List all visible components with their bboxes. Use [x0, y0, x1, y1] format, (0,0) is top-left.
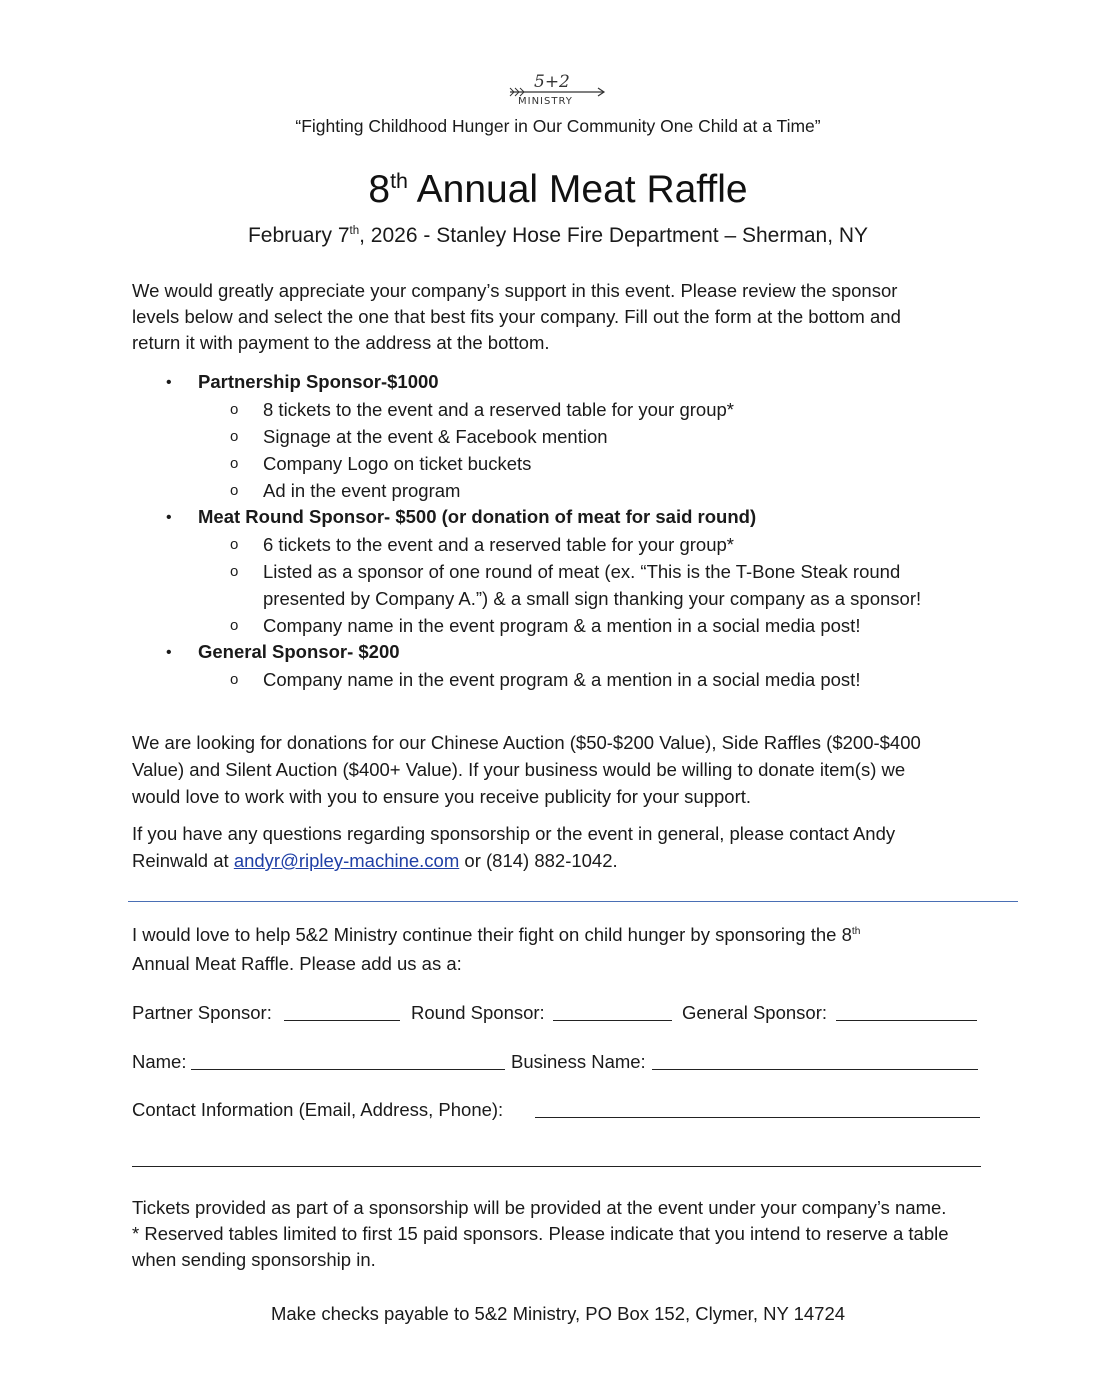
business-name-field[interactable]	[652, 1069, 978, 1070]
level-item: Company name in the event program & a mention in a social media post!	[263, 615, 861, 636]
circle-bullet-icon: o	[230, 455, 239, 472]
level-item: Signage at the event & Facebook mention	[263, 426, 608, 447]
donations-line-3: would love to work with you to ensure you receive publicity for your support.	[132, 786, 752, 807]
level-item: 8 tickets to the event and a reserved table for your group*	[263, 399, 735, 420]
round-sponsor-label: Round Sponsor:	[411, 1002, 545, 1023]
payment-footer: Make checks payable to 5&2 Ministry, PO Box 152, Clymer, NY 14724	[270, 1303, 846, 1324]
sponsor-level-general: General Sponsor- $200	[198, 641, 400, 662]
partner-sponsor-label: Partner Sponsor:	[132, 1002, 272, 1023]
notes-line-2: * Reserved tables limited to first 15 paid sponsors. Please indicate that you intend to reserve a table	[132, 1223, 949, 1244]
level-item: 6 tickets to the event and a reserved table for your group*	[263, 534, 735, 555]
circle-bullet-icon: o	[230, 401, 239, 418]
circle-bullet-icon: o	[230, 563, 239, 580]
level-item: Company Logo on ticket buckets	[263, 453, 532, 474]
circle-bullet-icon: o	[230, 617, 239, 634]
circle-bullet-icon: o	[230, 428, 239, 445]
ministry-logo	[508, 72, 612, 112]
intro-line-3: return it with payment to the address at the bottom.	[132, 332, 550, 353]
intro-line-2: levels below and select the one that best fits your company. Fill out the form at the bottom and	[132, 306, 901, 327]
circle-bullet-icon: o	[230, 671, 239, 688]
general-sponsor-label: General Sponsor:	[682, 1002, 828, 1023]
name-field[interactable]	[191, 1069, 505, 1070]
contact-info-field-line-2[interactable]	[132, 1166, 981, 1167]
sponsor-level-partnership: Partnership Sponsor-$1000	[198, 371, 439, 392]
form-intro-line-2: Annual Meat Raffle. Please add us as a:	[132, 953, 462, 974]
level-item-continued: presented by Company A.”) & a small sign thanking your company as a sponsor!	[263, 588, 922, 609]
circle-bullet-icon: o	[230, 536, 239, 553]
bullet-icon: •	[166, 374, 172, 391]
level-item: Ad in the event program	[263, 480, 461, 501]
logo-mark: 5+2	[534, 72, 570, 92]
donations-line-2: Value) and Silent Auction ($400+ Value). If your business would be willing to donate item(s) we	[132, 759, 906, 780]
sponsor-level-meat-round: Meat Round Sponsor- $500 (or donation of meat for said round)	[198, 506, 757, 527]
bullet-icon: •	[166, 509, 172, 526]
circle-bullet-icon: o	[230, 482, 239, 499]
notes-line-1: Tickets provided as part of a sponsorship will be provided at the event under your company’s name.	[132, 1197, 947, 1218]
page-title: 8th Annual Meat Raffle	[368, 168, 748, 211]
donations-line-1: We are looking for donations for our Chinese Auction ($50-$200 Value), Side Raffles ($200-$400	[132, 732, 921, 753]
contact-line-2: Reinwald at andyr@ripley-machine.com or (814) 882-1042.	[132, 850, 618, 871]
round-sponsor-field[interactable]	[553, 1020, 672, 1021]
contact-line-1: If you have any questions regarding sponsorship or the event in general, please contact Andy	[132, 823, 896, 844]
intro-line-1: We would greatly appreciate your company’s support in this event. Please review the sponsor	[132, 280, 898, 301]
name-label: Name:	[132, 1051, 187, 1072]
partner-sponsor-field[interactable]	[284, 1020, 400, 1021]
level-item: Listed as a sponsor of one round of meat (ex. “This is the T-Bone Steak round	[263, 561, 901, 582]
form-intro-line-1: I would love to help 5&2 Ministry continue their fight on child hunger by sponsoring the 8th	[132, 924, 861, 945]
business-name-label: Business Name:	[511, 1051, 646, 1072]
notes-line-3: when sending sponsorship in.	[132, 1249, 376, 1270]
tagline: “Fighting Childhood Hunger in Our Community One Child at a Time”	[295, 116, 821, 136]
level-item: Company name in the event program & a mention in a social media post!	[263, 669, 861, 690]
contact-info-label: Contact Information (Email, Address, Phone):	[132, 1099, 504, 1120]
bullet-icon: •	[166, 644, 172, 661]
general-sponsor-field[interactable]	[836, 1020, 977, 1021]
contact-email-link[interactable]: andyr@ripley-machine.com	[233, 850, 460, 871]
event-subtitle: February 7th, 2026 - Stanley Hose Fire Department – Sherman, NY	[247, 224, 869, 247]
section-divider	[128, 901, 1018, 902]
contact-info-field[interactable]	[535, 1117, 980, 1118]
logo-name: MINISTRY	[518, 96, 573, 107]
